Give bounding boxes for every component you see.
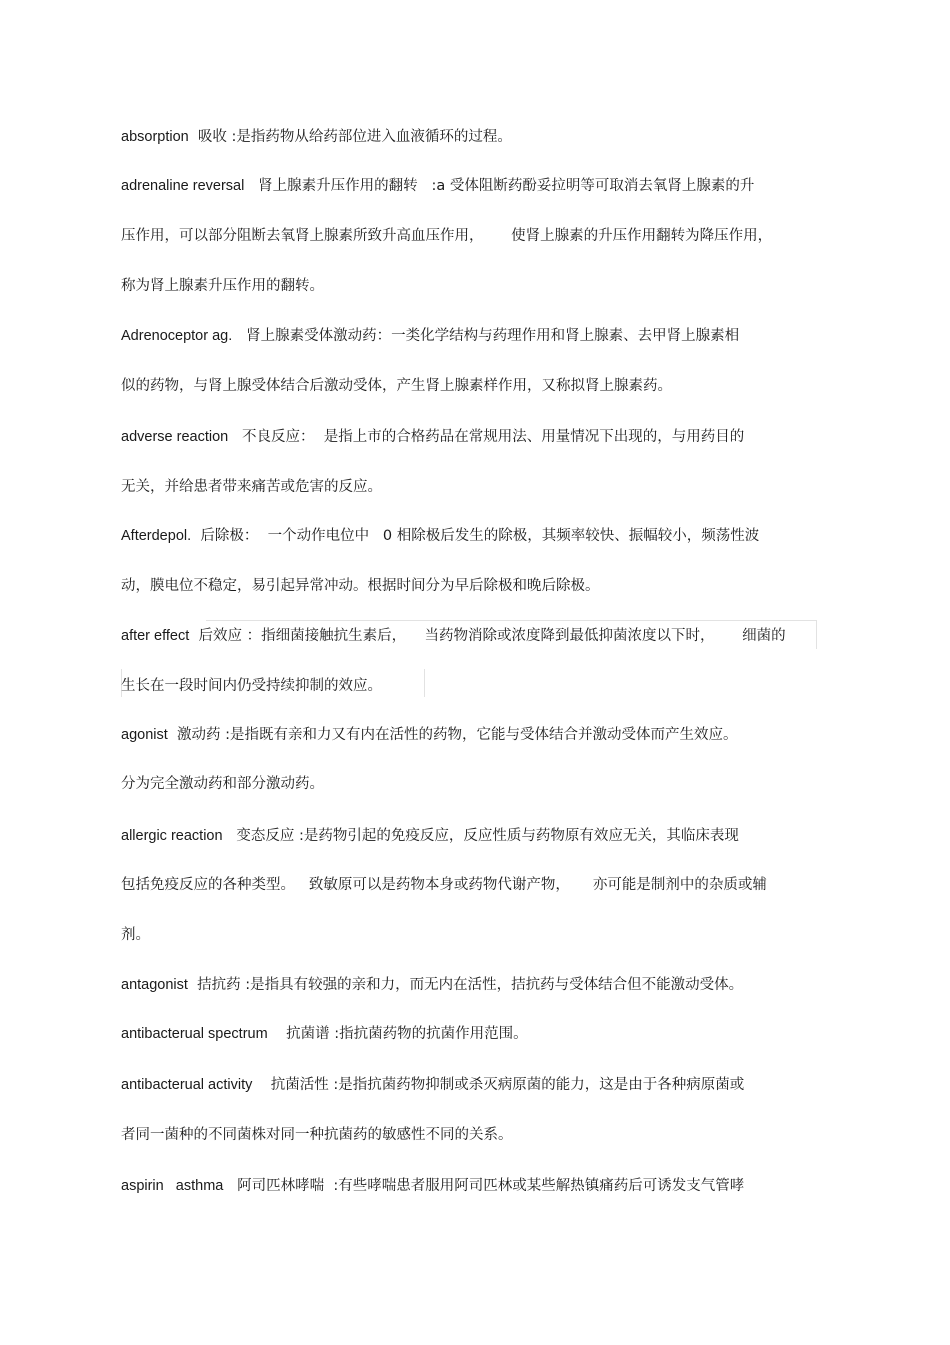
entry-antibacterial-activity — [121, 1075, 744, 1095]
definition: 肾上腺素受体激动药：一类化学结构与药理作用和肾上腺素、去甲肾上腺素相 — [232, 328, 740, 344]
entry-afterdepolarization — [121, 526, 759, 546]
entry-continuation — [121, 875, 767, 895]
definition: 无关，并给患者带来痛苦或危害的反应。 — [121, 479, 382, 495]
definition: 吸收 :是指药物从给药部位进入血液循环的过程。 — [188, 129, 512, 145]
definition: 抗菌谱 :指抗菌药物的抗菌作用范围。 — [267, 1026, 528, 1042]
definition: 变态反应 :是药物引起的免疫反应，反应性质与药物原有效应无关，其临床表现 — [222, 828, 739, 844]
definition: 分为完全激动药和部分激动药。 — [121, 776, 324, 792]
entry-continuation — [121, 676, 382, 696]
term: aspirin asthma — [121, 1178, 224, 1194]
definition: 后效应 ：指细菌接触抗生素后， 当药物消除或浓度降到最低抑菌浓度以下时， 细菌的 — [189, 628, 786, 644]
definition: 生长在一段时间内仍受持续抑制的效应。 — [121, 678, 382, 694]
term: absorption — [121, 129, 189, 145]
definition: 后除极： 一个动作电位中 0 相除极后发生的除极，其频率较快、振幅较小，频荡性波 — [191, 528, 760, 544]
term: Afterdepol. — [121, 528, 192, 544]
entry-adverse-reaction — [121, 427, 744, 447]
definition: 者同一菌种的不同菌株对同一种抗菌药的敏感性不同的关系。 — [121, 1127, 513, 1143]
definition: 拮抗药 :是指具有较强的亲和力，而无内在活性，拮抗药与受体结合但不能激动受体。 — [187, 977, 744, 993]
term: adverse reaction — [121, 429, 229, 445]
definition: 称为肾上腺素升压作用的翻转。 — [121, 278, 324, 294]
definition: 肾上腺素升压作用的翻转 :a 受体阻断药酚妥拉明等可取消去氧肾上腺素的升 — [244, 178, 755, 194]
entry-continuation — [121, 576, 600, 596]
term: Adrenoceptor ag. — [121, 328, 233, 344]
term: after effect — [121, 628, 190, 644]
definition: 阿司匹林哮喘 :有些哮喘患者服用阿司匹林或某些解热镇痛药后可诱发支气管哮 — [223, 1178, 745, 1194]
entry-allergic-reaction — [121, 826, 739, 846]
entry-continuation — [121, 774, 324, 794]
entry-continuation — [121, 925, 150, 945]
definition: 似的药物，与肾上腺受体结合后激动受体，产生肾上腺素样作用，又称拟肾上腺素药。 — [121, 378, 672, 394]
entry-antagonist — [121, 975, 743, 995]
term: antibacterual spectrum — [121, 1026, 268, 1042]
entry-aspirin-asthma — [121, 1176, 744, 1196]
entry-continuation — [121, 1125, 513, 1145]
entry-continuation — [121, 276, 324, 296]
entry-absorption — [121, 127, 512, 147]
entry-continuation — [121, 226, 772, 246]
entry-continuation — [121, 477, 382, 497]
entry-continuation — [121, 376, 672, 396]
term: allergic reaction — [121, 828, 223, 844]
entry-adrenoceptor-agonist — [121, 326, 739, 346]
entry-adrenaline-reversal — [121, 176, 754, 196]
term: antagonist — [121, 977, 188, 993]
term: agonist — [121, 727, 168, 743]
definition: 抗菌活性 :是指抗菌药物抑制或杀灭病原菌的能力，这是由于各种病原菌或 — [252, 1077, 745, 1093]
entry-after-effect — [121, 626, 786, 646]
definition: 压作用，可以部分阻断去氧肾上腺素所致升高血压作用， 使肾上腺素的升压作用翻转为降压作用， — [121, 228, 773, 244]
definition: 包括免疫反应的各种类型。 致敏原可以是药物本身或药物代谢产物， 亦可能是制剂中的杂质或辅 — [121, 877, 767, 893]
term: adrenaline reversal — [121, 178, 245, 194]
entry-agonist — [121, 725, 737, 745]
entry-antibacterial-spectrum — [121, 1024, 528, 1044]
term: antibacterual activity — [121, 1077, 253, 1093]
definition: 动，膜电位不稳定，易引起异常冲动。根据时间分为早后除极和晚后除极。 — [121, 578, 600, 594]
definition: 激动药 :是指既有亲和力又有内在活性的药物，它能与受体结合并激动受体而产生效应。 — [167, 727, 738, 743]
definition: 不良反应： 是指上市的合格药品在常规用法、用量情况下出现的，与用药目的 — [228, 429, 745, 445]
definition: 剂。 — [121, 927, 150, 943]
